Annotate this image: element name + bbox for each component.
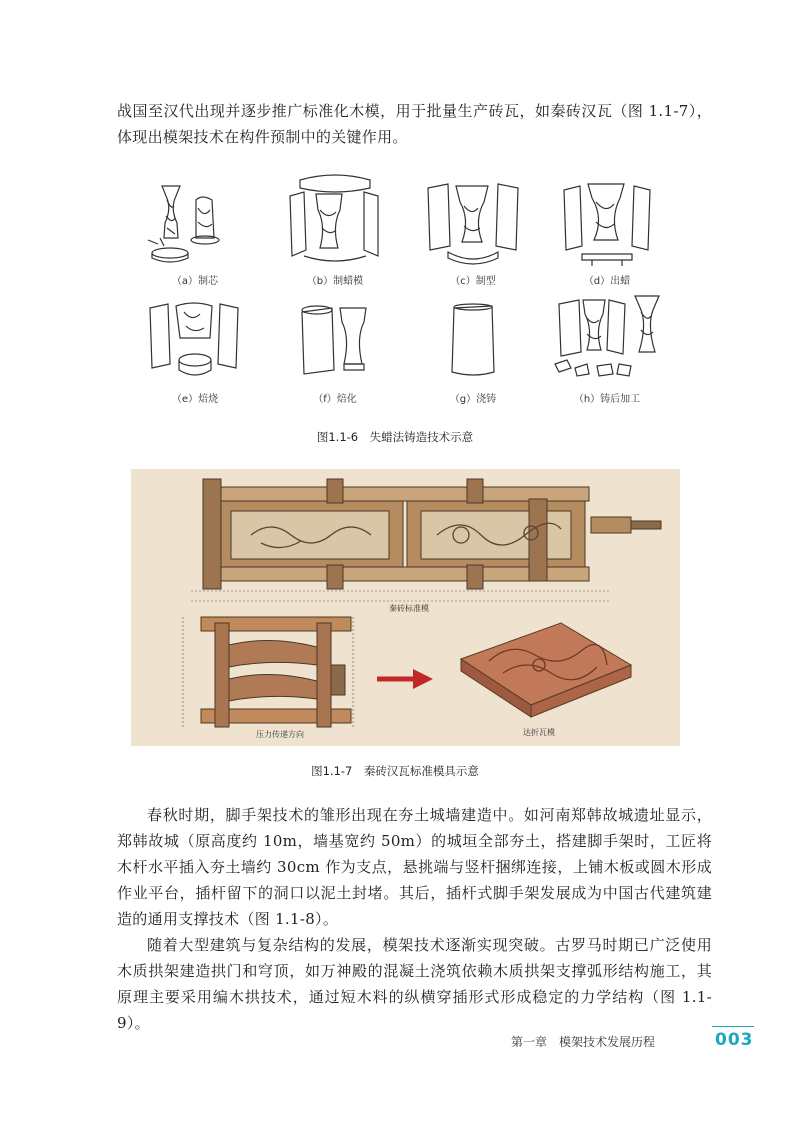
figure-1-1-7-caption: 图1.1-7 秦砖汉瓦标准模具示意 xyxy=(311,764,479,778)
mold-forming-illustration xyxy=(418,176,528,270)
step-h-cell xyxy=(547,290,667,405)
core-making-illustration xyxy=(140,178,250,270)
firing-illustration xyxy=(140,298,250,388)
step-e-label: （e）焙烧 xyxy=(171,394,219,405)
step-g-cell xyxy=(413,298,533,405)
step-c-cell xyxy=(413,176,533,287)
brick-mold-figure xyxy=(131,469,680,746)
step-a-cell xyxy=(135,178,255,287)
melting-illustration xyxy=(280,298,390,388)
step-d-cell xyxy=(547,176,667,287)
post-casting-illustration xyxy=(547,290,667,388)
page-number-rule xyxy=(712,1026,754,1027)
step-a-label: （a）制芯 xyxy=(171,276,219,287)
roman-arch-paragraph: 随着大型建筑与复杂结构的发展，模架技术逐渐实现突破。古罗马时期已广泛使用木质拱架建造拱门和穹顶，如万神殿的混凝土浇筑依赖木质拱架支撑弧形结构施工，其原理主要采用编木拱技术，通过短木料的纵横穿插形式形成稳定的力学结构（图 1.1-9）。 xyxy=(117,936,712,1032)
step-h-label: （h）铸后加工 xyxy=(573,394,641,405)
lost-wax-figure xyxy=(135,170,675,415)
casting-illustration xyxy=(418,298,528,388)
pressure-direction-label: 压力传递方向 xyxy=(256,730,304,739)
step-g-label: （g）浇铸 xyxy=(449,394,497,405)
step-f-label: （f）焙化 xyxy=(313,394,357,405)
pressure-arrow-head xyxy=(413,669,433,689)
intro-paragraph: 战国至汉代出现并逐步推广标准化木模，用于批量生产砖瓦，如秦砖汉瓦（图 1.1-7），体现出模架技术在构件预制中的关键作用。 xyxy=(117,102,712,146)
step-e-cell xyxy=(135,298,255,405)
figure-1-1-6-caption: 图1.1-6 失蜡法铸造技术示意 xyxy=(316,430,474,444)
page-number: 003 xyxy=(715,1030,754,1050)
step-f-cell xyxy=(275,298,395,405)
chapter-footer: 第一章 模架技术发展历程 xyxy=(510,1035,655,1049)
spring-autumn-paragraph: 春秋时期，脚手架技术的雏形出现在夯土城墙建造中。如河南郑韩故城遗址显示，郑韩故城（原高度约 10m，墙基宽约 50m）的城垣全部夯土，搭建脚手架时，工匠将木杆水平插入夯土墙约 30cm 作为支点，悬挑端与竖杆捆绑连接，上铺木板或圆木形成作业平台，插杆留下的洞口以泥土封堵。其后，插杆式脚手架发展成为中国古代建筑建造的通用支撑技术（图 1.1-8）。 xyxy=(117,806,712,928)
tile-mold-label: 达折瓦模 xyxy=(523,728,555,737)
wax-mold-illustration xyxy=(280,170,390,270)
step-c-label: （c）制型 xyxy=(450,276,496,287)
step-d-label: （d）出蜡 xyxy=(583,276,631,287)
step-b-cell xyxy=(275,170,395,287)
mold-label: 秦砖标准模 xyxy=(389,604,429,613)
step-b-label: （b）制蜡模 xyxy=(306,276,364,287)
wax-removal-illustration xyxy=(552,176,662,270)
